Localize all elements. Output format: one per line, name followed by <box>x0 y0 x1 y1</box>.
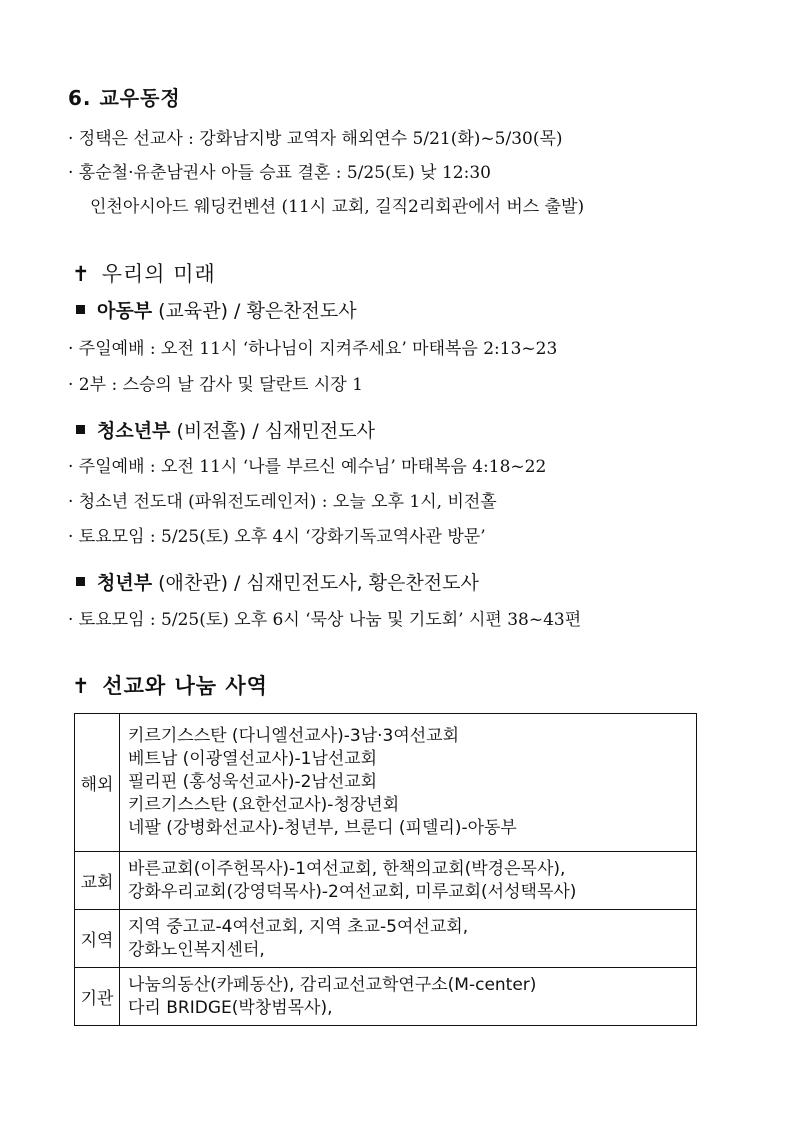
row-label: 해외 <box>75 714 120 852</box>
table-row <box>75 910 697 968</box>
youth-dept-heading <box>76 416 375 443</box>
mission-heading-text: 선교와 나눔 사역 <box>102 674 268 698</box>
row-content <box>120 910 697 968</box>
list-item: 바른교회(이주헌목사)-1여선교회, 한책의교회(박경은목사), <box>128 858 566 879</box>
news-heading: 6. 교우동정 <box>68 86 181 110</box>
table-row <box>75 714 697 852</box>
young-adults-item: · 토요모임 : 5/25(토) 오후 6시 ‘묵상 나눔 및 기도회’ 시편 38~43편 <box>68 610 582 630</box>
row-content <box>120 852 697 910</box>
table-row <box>75 968 697 1026</box>
future-section-heading <box>72 258 216 288</box>
children-dept-name: 아동부 <box>97 300 153 322</box>
list-item: 키르기스스탄 (요한선교사)-청장년회 <box>128 795 400 815</box>
youth-item: · 주일예배 : 오전 11시 ‘나를 부르신 예수님’ 마태복음 4:18~22 <box>68 457 547 477</box>
youth-dept-name: 청소년부 <box>97 420 171 442</box>
youth-item: · 토요모임 : 5/25(토) 오후 4시 ‘강화기독교역사관 방문’ <box>68 527 486 547</box>
children-dept-heading <box>76 296 357 323</box>
young-adults-dept-heading <box>76 568 479 595</box>
table-row <box>75 852 697 910</box>
list-item: 키르기스스탄 (다니엘선교사)-3남·3여선교회 <box>128 726 460 746</box>
square-bullet-icon <box>76 305 85 314</box>
list-item: 필리핀 (홍성욱선교사)-2남선교회 <box>128 772 378 792</box>
cross-icon: ✝ <box>72 262 91 286</box>
row-label: 지역 <box>75 910 120 968</box>
young-adults-dept-name: 청년부 <box>97 572 153 594</box>
cross-icon: ✝ <box>72 674 91 698</box>
list-item: 다리 BRIDGE(박창범목사), <box>128 997 333 1018</box>
row-content <box>120 968 697 1026</box>
row-label: 기관 <box>75 968 120 1026</box>
young-adults-dept-info: (애찬관) / 심재민전도사, 황은찬전도사 <box>152 572 479 594</box>
news-item: · 홍순철·유춘남권사 아들 승표 결혼 : 5/25(토) 낮 12:30 <box>68 163 491 183</box>
mission-table <box>74 713 697 1026</box>
list-item: 네팔 (강병화선교사)-청년부, 브룬디 (피델리)-아동부 <box>128 818 517 838</box>
youth-dept-info: (비전홀) / 심재민전도사 <box>170 420 375 442</box>
square-bullet-icon <box>76 577 85 586</box>
row-label: 교회 <box>75 852 120 910</box>
news-item-continued: 인천아시아드 웨딩컨벤션 (11시 교회, 길직2리회관에서 버스 출발) <box>90 197 585 217</box>
list-item: 베트남 (이광열선교사)-1남선교회 <box>128 749 378 769</box>
children-item: · 2부 : 스승의 날 감사 및 달란트 시장 1 <box>68 375 363 395</box>
mission-section-heading <box>72 670 268 700</box>
youth-item: · 청소년 전도대 (파워전도레인저) : 오늘 오후 1시, 비전홀 <box>68 492 497 512</box>
children-item: · 주일예배 : 오전 11시 ‘하나님이 지켜주세요’ 마태복음 2:13~23 <box>68 339 558 359</box>
list-item: 나눔의동산(카페동산), 감리교선교학연구소(M-center) <box>128 974 537 995</box>
future-heading-text: 우리의 미래 <box>101 262 216 286</box>
row-content <box>120 714 697 852</box>
list-item: 강화노인복지센터, <box>128 939 265 960</box>
square-bullet-icon <box>76 425 85 434</box>
news-item: · 정택은 선교사 : 강화남지방 교역자 해외연수 5/21(화)~5/30(목) <box>68 129 563 149</box>
list-item: 지역 중고교-4여선교회, 지역 초교-5여선교회, <box>128 916 469 937</box>
list-item: 강화우리교회(강영덕목사)-2여선교회, 미루교회(서성택목사) <box>128 881 577 902</box>
children-dept-info: (교육관) / 황은찬전도사 <box>152 300 357 322</box>
